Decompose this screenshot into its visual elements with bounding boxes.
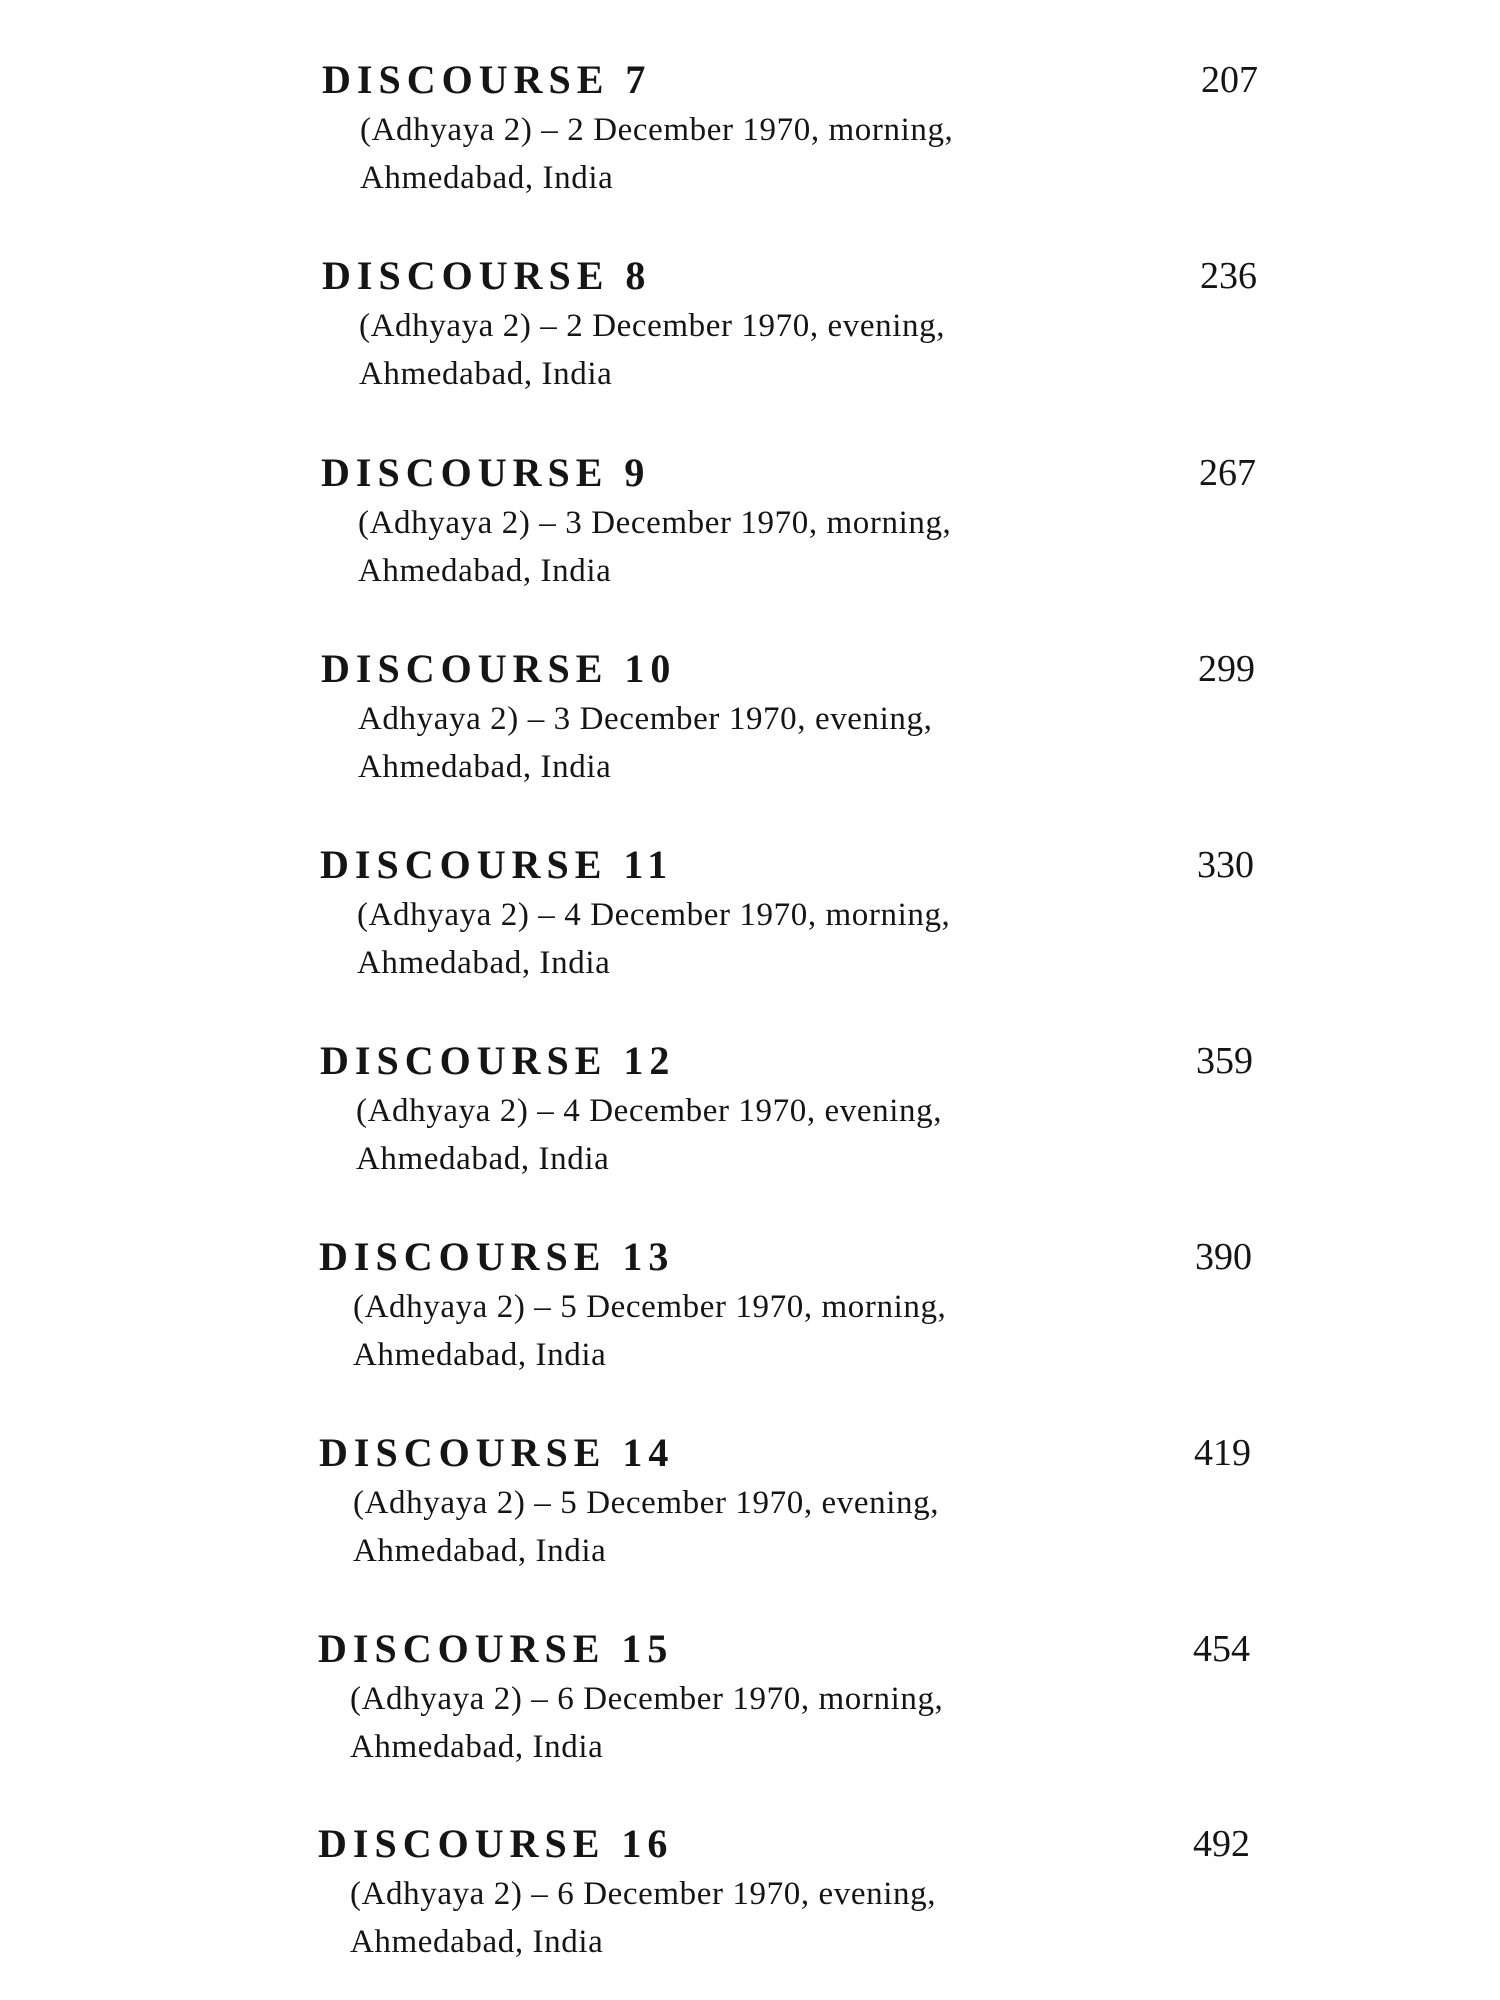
entry-page-number: 419 <box>1194 1432 1251 1474</box>
entry-heading: DISCOURSE 14 <box>319 1430 675 1475</box>
toc-entry-discourse-11[interactable] <box>0 841 1500 991</box>
entry-description: Adhyaya 2) – 3 December 1970, evening, <box>358 701 933 737</box>
entry-location: Ahmedabad, India <box>356 1141 610 1177</box>
entry-location: Ahmedabad, India <box>360 160 614 196</box>
toc-entry-discourse-16[interactable] <box>0 1820 1500 1970</box>
entry-location: Ahmedabad, India <box>358 749 612 785</box>
entry-description: (Adhyaya 2) – 2 December 1970, evening, <box>359 308 946 344</box>
toc-entry-discourse-13[interactable] <box>0 1233 1500 1383</box>
entry-location: Ahmedabad, India <box>353 1337 607 1373</box>
toc-entry-discourse-10[interactable] <box>0 645 1500 795</box>
toc-entry-discourse-8[interactable] <box>0 252 1500 402</box>
entry-heading: DISCOURSE 15 <box>318 1626 674 1671</box>
entry-location: Ahmedabad, India <box>359 356 613 392</box>
entry-heading: DISCOURSE 11 <box>320 842 674 887</box>
entry-page-number: 359 <box>1196 1040 1253 1082</box>
toc-entry-discourse-15[interactable] <box>0 1625 1500 1775</box>
entry-description: (Adhyaya 2) – 3 December 1970, morning, <box>358 505 952 541</box>
toc-entry-discourse-12[interactable] <box>0 1037 1500 1187</box>
entry-page-number: 267 <box>1199 452 1256 494</box>
toc-entry-discourse-7[interactable] <box>0 56 1500 206</box>
entry-description: (Adhyaya 2) – 6 December 1970, morning, <box>350 1681 944 1717</box>
entry-description: (Adhyaya 2) – 5 December 1970, evening, <box>353 1485 940 1521</box>
entry-page-number: 390 <box>1195 1236 1252 1278</box>
entry-heading: DISCOURSE 8 <box>322 253 652 298</box>
entry-page-number: 236 <box>1200 255 1257 297</box>
entry-heading: DISCOURSE 9 <box>321 450 651 495</box>
toc-entry-discourse-9[interactable] <box>0 449 1500 599</box>
entry-heading: DISCOURSE 7 <box>322 57 652 102</box>
entry-description: (Adhyaya 2) – 4 December 1970, evening, <box>356 1093 943 1129</box>
entry-location: Ahmedabad, India <box>353 1533 607 1569</box>
entry-page-number: 299 <box>1198 648 1255 690</box>
entry-description: (Adhyaya 2) – 2 December 1970, morning, <box>360 112 954 148</box>
toc-entry-discourse-14[interactable] <box>0 1429 1500 1579</box>
entry-page-number: 330 <box>1197 844 1254 886</box>
entry-heading: DISCOURSE 12 <box>320 1038 676 1083</box>
entry-page-number: 454 <box>1193 1628 1250 1670</box>
entry-location: Ahmedabad, India <box>358 553 612 589</box>
entry-page-number: 207 <box>1201 59 1258 101</box>
entry-heading: DISCOURSE 16 <box>318 1821 674 1866</box>
entry-location: Ahmedabad, India <box>357 945 611 981</box>
entry-page-number: 492 <box>1193 1823 1250 1865</box>
entry-location: Ahmedabad, India <box>350 1729 604 1765</box>
entry-heading: DISCOURSE 13 <box>319 1234 675 1279</box>
entry-description: (Adhyaya 2) – 5 December 1970, morning, <box>353 1289 947 1325</box>
entry-description: (Adhyaya 2) – 4 December 1970, morning, <box>357 897 951 933</box>
entry-location: Ahmedabad, India <box>350 1924 604 1960</box>
entry-description: (Adhyaya 2) – 6 December 1970, evening, <box>350 1876 937 1912</box>
entry-heading: DISCOURSE 10 <box>321 646 677 691</box>
